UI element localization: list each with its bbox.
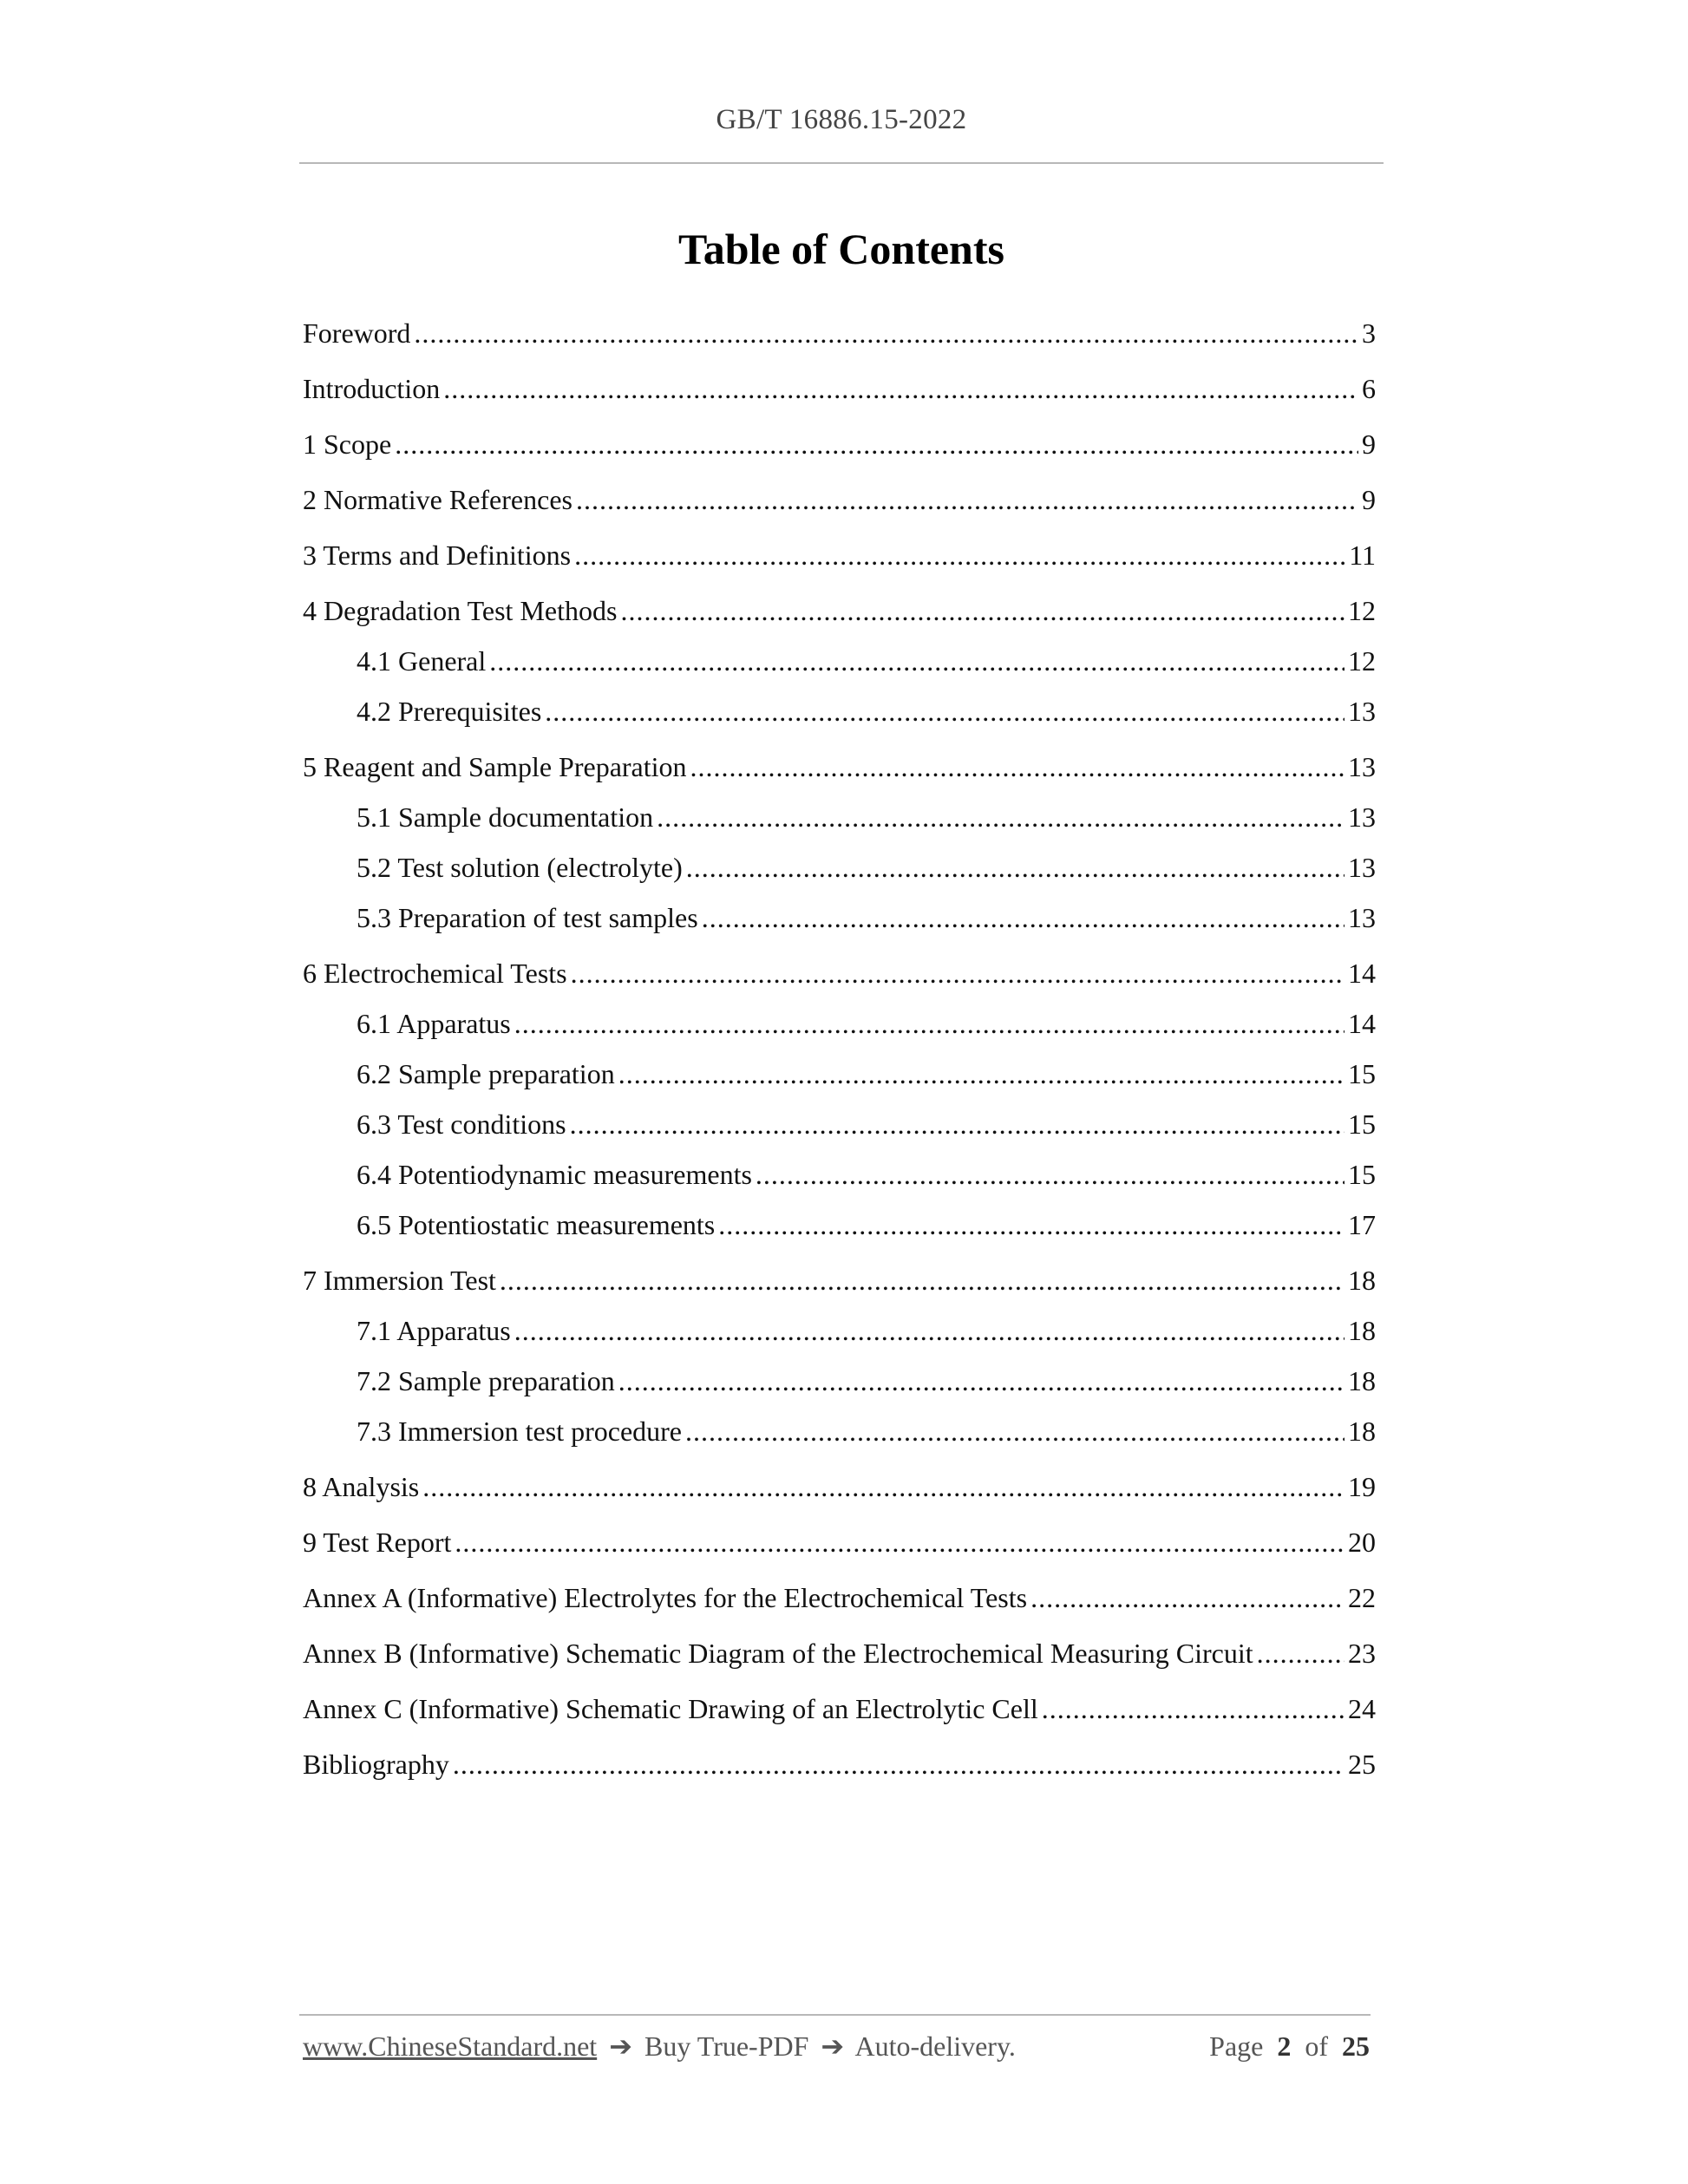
toc-entry-page-number: 13 — [1348, 902, 1376, 933]
toc-entry-label: 6.5 Potentiostatic measurements — [357, 1209, 716, 1240]
toc-entry-label: 4.2 Prerequisites — [357, 696, 542, 727]
toc-entry[interactable] — [303, 948, 1376, 998]
toc-dot-leader — [576, 474, 1358, 525]
toc-entry-page-number: 9 — [1362, 428, 1376, 460]
buy-true-pdf-text: Buy True-PDF — [644, 2030, 809, 2062]
toc-entry-page-number: 23 — [1348, 1638, 1376, 1669]
toc-dot-leader — [690, 742, 1345, 792]
toc-dot-leader — [500, 1255, 1345, 1305]
toc-entry-page-number: 25 — [1348, 1749, 1376, 1780]
toc-dot-leader — [618, 1049, 1345, 1099]
toc-dot-leader — [545, 686, 1345, 736]
toc-dot-leader — [620, 585, 1345, 636]
toc-dot-leader — [571, 948, 1345, 998]
toc-entry-label: 2 Normative References — [303, 484, 572, 515]
toc-dot-leader — [718, 1200, 1345, 1250]
toc-entry[interactable] — [303, 1200, 1376, 1250]
toc-dot-leader — [756, 1149, 1345, 1200]
page-indicator — [1209, 2030, 1370, 2063]
toc-entry[interactable] — [303, 1573, 1376, 1623]
toc-entry-page-number: 13 — [1348, 751, 1376, 782]
toc-entry-label: 5.3 Preparation of test samples — [357, 902, 698, 933]
toc-entry-label: 6.1 Apparatus — [357, 1008, 511, 1039]
toc-entry[interactable] — [303, 686, 1376, 736]
toc-entry[interactable] — [303, 1517, 1376, 1567]
toc-entry-page-number: 9 — [1362, 484, 1376, 515]
toc-entry-page-number: 18 — [1348, 1265, 1376, 1296]
toc-entry[interactable] — [303, 998, 1376, 1049]
toc-entry[interactable] — [303, 842, 1376, 893]
toc-dot-leader — [686, 842, 1345, 893]
website-link[interactable]: www.ChineseStandard.net — [303, 2030, 598, 2062]
toc-entry-label: 6.3 Test conditions — [357, 1108, 566, 1140]
toc-entry-label: 7 Immersion Test — [303, 1265, 496, 1296]
footer — [303, 2030, 1370, 2063]
toc-entry-page-number: 14 — [1348, 1008, 1376, 1039]
toc-dot-leader — [1030, 1573, 1345, 1623]
toc-dot-leader — [618, 1356, 1345, 1406]
toc-entry-label: 6.4 Potentiodynamic measurements — [357, 1159, 752, 1190]
toc-dot-leader — [455, 1517, 1345, 1567]
toc-entry-label: 7.3 Immersion test procedure — [357, 1416, 682, 1447]
current-page-number: 2 — [1277, 2030, 1292, 2062]
toc-dot-leader — [395, 419, 1358, 469]
toc-entry-label: Foreword — [303, 317, 411, 349]
toc-entry[interactable] — [303, 1684, 1376, 1734]
toc-entry-page-number: 14 — [1348, 958, 1376, 989]
toc-dot-leader — [574, 530, 1345, 580]
toc-entry-page-number: 18 — [1348, 1416, 1376, 1447]
toc-entry[interactable] — [303, 585, 1376, 636]
toc-entry[interactable] — [303, 1406, 1376, 1456]
toc-dot-leader — [657, 792, 1345, 842]
toc-entry[interactable] — [303, 1628, 1376, 1678]
toc-entry-label: 1 Scope — [303, 428, 392, 460]
toc-entry-page-number: 19 — [1348, 1471, 1376, 1502]
toc-entry[interactable] — [303, 419, 1376, 469]
auto-delivery-text: Auto-delivery. — [854, 2030, 1016, 2062]
document-id-header: GB/T 16886.15-2022 — [716, 104, 967, 135]
toc-entry-label: 5.2 Test solution (electrolyte) — [357, 852, 683, 883]
toc-entry-label: Bibliography — [303, 1749, 449, 1780]
toc-entry-label: 5 Reagent and Sample Preparation — [303, 751, 687, 782]
toc-entry-label: 4.1 General — [357, 645, 487, 677]
toc-entry[interactable] — [303, 1739, 1376, 1789]
toc-entry[interactable] — [303, 1149, 1376, 1200]
toc-entry-page-number: 24 — [1348, 1693, 1376, 1724]
toc-entry[interactable] — [303, 1099, 1376, 1149]
toc-entry-page-number: 18 — [1348, 1315, 1376, 1346]
right-arrow-icon: ➔ — [821, 2030, 845, 2062]
toc-entry-label: 7.1 Apparatus — [357, 1315, 511, 1346]
toc-dot-leader — [489, 636, 1345, 686]
table-of-contents — [303, 308, 1376, 1789]
toc-entry[interactable] — [303, 1356, 1376, 1406]
toc-entry-label: 6.2 Sample preparation — [357, 1058, 615, 1089]
toc-entry[interactable] — [303, 530, 1376, 580]
toc-entry-page-number: 13 — [1348, 696, 1376, 727]
toc-dot-leader — [453, 1739, 1345, 1789]
toc-entry-label: Introduction — [303, 373, 441, 404]
toc-dot-leader — [443, 363, 1358, 414]
toc-dot-leader — [1257, 1628, 1345, 1678]
toc-entry[interactable] — [303, 742, 1376, 792]
toc-entry[interactable] — [303, 636, 1376, 686]
of-word: of — [1305, 2030, 1328, 2062]
toc-dot-leader — [702, 893, 1345, 943]
toc-entry-label: 6 Electrochemical Tests — [303, 958, 567, 989]
toc-entry-page-number: 15 — [1348, 1159, 1376, 1190]
toc-entry-page-number: 3 — [1362, 317, 1376, 349]
toc-dot-leader — [422, 1461, 1345, 1512]
footer-left — [303, 2030, 1016, 2063]
toc-dot-leader — [514, 1305, 1345, 1356]
footer-divider — [299, 2014, 1371, 2016]
page-title: Table of Contents — [678, 225, 1004, 273]
toc-entry[interactable] — [303, 308, 1376, 358]
toc-entry[interactable] — [303, 1305, 1376, 1356]
toc-entry[interactable] — [303, 893, 1376, 943]
page-word: Page — [1209, 2030, 1264, 2062]
header-divider — [299, 162, 1384, 164]
toc-entry-label: Annex C (Informative) Schematic Drawing of an Electrolytic Cell — [303, 1693, 1038, 1724]
toc-entry-page-number: 12 — [1348, 645, 1376, 677]
toc-entry[interactable] — [303, 792, 1376, 842]
toc-entry-label: Annex A (Informative) Electrolytes for the Electrochemical Tests — [303, 1582, 1028, 1613]
toc-entry-label: 8 Analysis — [303, 1471, 420, 1502]
toc-entry-page-number: 20 — [1348, 1527, 1376, 1558]
toc-entry-page-number: 15 — [1348, 1058, 1376, 1089]
toc-entry-label: 7.2 Sample preparation — [357, 1365, 615, 1396]
toc-entry[interactable] — [303, 1255, 1376, 1305]
toc-entry-label: 4 Degradation Test Methods — [303, 595, 618, 626]
toc-entry-page-number: 13 — [1348, 852, 1376, 883]
toc-entry-label: 3 Terms and Definitions — [303, 539, 572, 571]
toc-dot-leader — [685, 1406, 1345, 1456]
toc-entry-page-number: 22 — [1348, 1582, 1376, 1613]
total-pages-number: 25 — [1342, 2030, 1370, 2062]
toc-entry-label: 5.1 Sample documentation — [357, 801, 654, 833]
right-arrow-icon: ➔ — [609, 2030, 632, 2062]
toc-entry[interactable] — [303, 363, 1376, 414]
toc-entry-page-number: 12 — [1348, 595, 1376, 626]
toc-entry-page-number: 17 — [1348, 1209, 1376, 1240]
toc-dot-leader — [514, 998, 1345, 1049]
toc-entry-label: Annex B (Informative) Schematic Diagram of the Electrochemical Measuring Circuit — [303, 1638, 1253, 1669]
toc-entry-page-number: 11 — [1349, 539, 1376, 571]
toc-entry[interactable] — [303, 474, 1376, 525]
toc-dot-leader — [414, 308, 1358, 358]
toc-entry-page-number: 18 — [1348, 1365, 1376, 1396]
toc-entry-page-number: 6 — [1362, 373, 1376, 404]
toc-entry-label: 9 Test Report — [303, 1527, 452, 1558]
toc-entry[interactable] — [303, 1049, 1376, 1099]
toc-dot-leader — [570, 1099, 1345, 1149]
toc-entry[interactable] — [303, 1461, 1376, 1512]
toc-dot-leader — [1042, 1684, 1345, 1734]
toc-entry-page-number: 15 — [1348, 1108, 1376, 1140]
toc-entry-page-number: 13 — [1348, 801, 1376, 833]
